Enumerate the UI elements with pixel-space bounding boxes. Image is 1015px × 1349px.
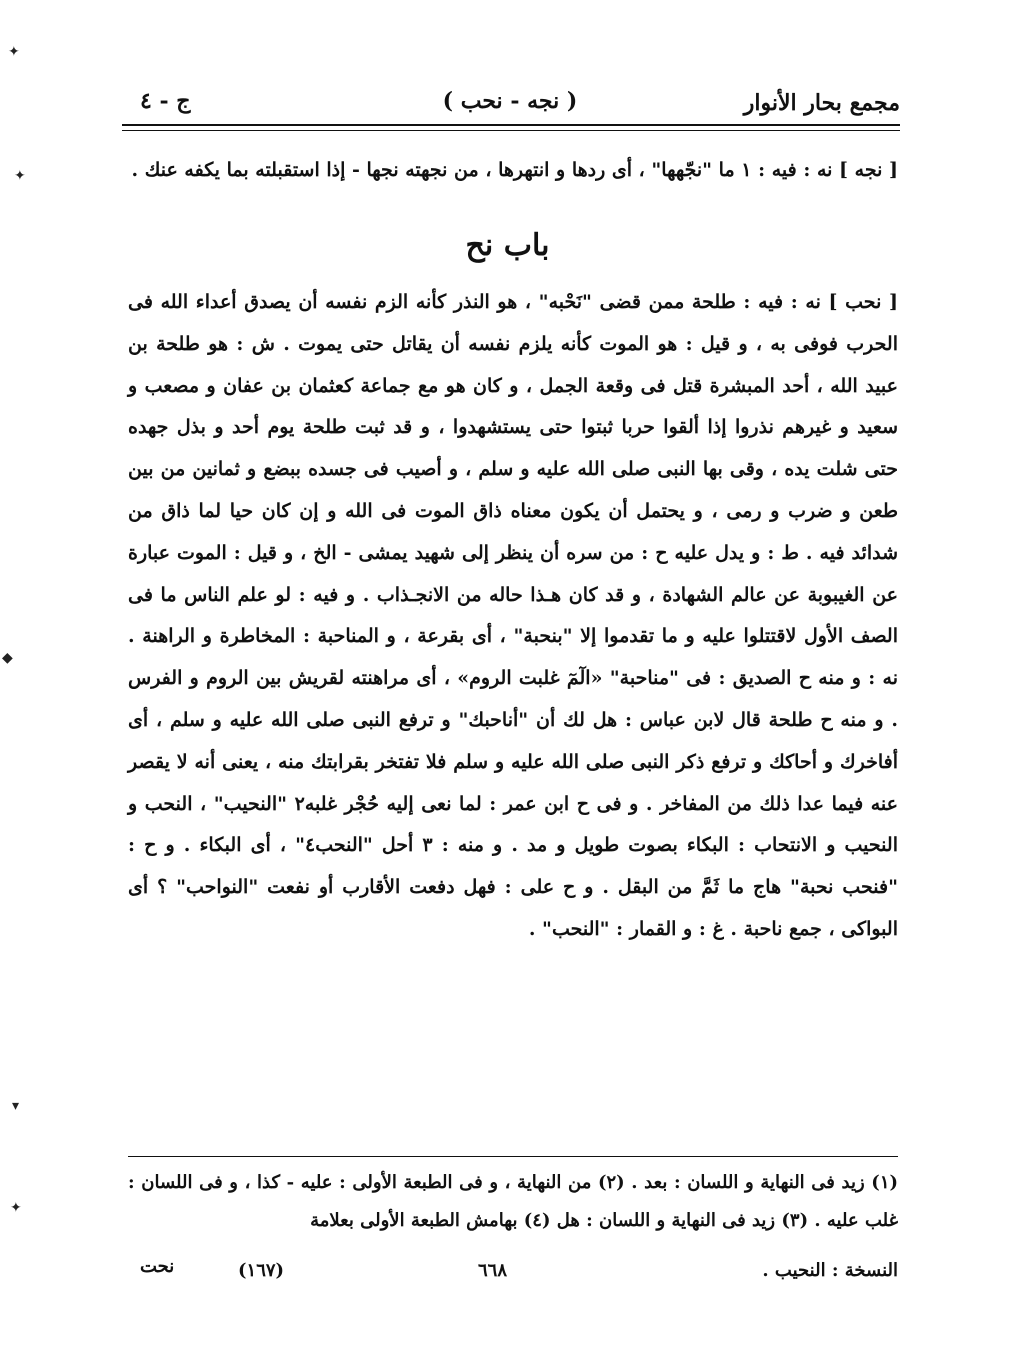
footnotes bbox=[128, 1164, 898, 1240]
scan-mark-icon: ✦ bbox=[8, 44, 20, 60]
intro-paragraph: [ نجه ] نه : فيه : ١ ما "نجّهها" ، أى ردها و انتهرها ، من نجهته نجها - إذا استقبلته بما يكفه عنك . bbox=[131, 159, 898, 181]
signature-word: نحت bbox=[140, 1256, 175, 1277]
page-footer bbox=[128, 1256, 898, 1296]
scan-mark-icon: ✦ bbox=[14, 168, 26, 184]
book-title: مجمع بحار الأنوار bbox=[743, 90, 900, 116]
chapter-title: باب نح bbox=[465, 228, 550, 263]
running-header bbox=[120, 80, 900, 124]
footnote-text: (١) زيد فى النهاية و اللسان : بعد . (٢) من النهاية ، و فى الطبعة الأولى : عليه - كذا ، و فى اللسان : غلب عليه . (٣) زيد فى النهاية و اللسان : هل (٤) بهامش الطبعة الأولى بعلامة bbox=[128, 1172, 899, 1231]
main-entry bbox=[128, 282, 898, 951]
footnote-rule bbox=[128, 1156, 898, 1157]
scan-mark-icon: ✦ bbox=[10, 1200, 22, 1216]
section-heading: ( نجه - نحب ) bbox=[442, 88, 578, 114]
scan-mark-icon: ◆ bbox=[2, 650, 13, 666]
header-rule bbox=[122, 124, 900, 126]
scan-mark-icon: ▾ bbox=[12, 1098, 20, 1114]
main-paragraph: [ نحب ] نه : فيه : طلحة ممن قضى "نَحْبه" ، هو النذر كأنه الزم نفسه أن يصدق أعداء الله فى الحرب فوفى به ، و قيل : هو الموت كأنه يلزم نفسه أن يقاتل حتى يموت . ش : هو طلحة بن عبيد الله ، أحد المبشرة قتل فى وقعة الجمل ، و كان هو مع جماعة كعثمان بن عفان و مصعب و سعيد و غيرهم نذروا إذا ألقوا حربا ثبتوا حتى يستشهدوا ، و قد ثبت طلحة يوم أحد و بذل جهده حتى شلت يده ، وقى بها النبى صلى الله عليه و سلم ، و أصيب فى جسده ببضع و ثمانين من بين طعن و ضرب و رمى ، و يحتمل أن يكون معناه ذاق الموت فى الله و إن كان حيا لما ذاق من شدائد فيه . ط : و يدل عليه ح : من سره أن ينظر إلى شهيد يمشى - الخ ، و قيل : الموت عبارة عن الغيبوبة عن عالم الشهادة ، و قد كان هـذا حاله من الانجـذاب . و فيه : لو علم الناس ما فى الصف الأول لاقتتلوا عليه و ما تقدموا إلا "بنحبة" ، أى بقرعة ، و المناحبة : المخاطرة و الراهنة . نه : و منه ح الصديق : فى "مناحبة" «الٓمٓ غلبت الروم» ، أى مراهنته لقريش بين الروم و الفرس . و منه ح طلحة قال لابن عباس : هل لك أن "أناحبك" و ترفع النبى صلى الله عليه و سلم ، أى أفاخرك و أحاكك و ترفع ذكر النبى صلى الله عليه و سلم فلا تفتخر بقرابتك منه ، يعنى أنه لا يقصر عنه فيما عدا ذلك من المفاخر . و فى ح ابن عمر : لما نعى إليه حُجْر غلبه٢ "النحيب" ، النحب و النحيب و الانتحاب : البكاء بصوت طويل و مد . و منه : ٣ أحل "النحب٤" ، أى البكاء . و ح : "فنحب نحبة" هاج ما ثَمَّ من البقل . و ح على : فهل دفعت الأقارب أو نفعت "النواحب" ؟ أى البواكى ، جمع ناحبة . غ : و القمار : "النحب" . bbox=[128, 291, 898, 940]
header-rule-thin bbox=[122, 130, 900, 131]
footer-continuation: النسخة : النحيب . bbox=[762, 1260, 898, 1281]
page-number: ٦٦٨ bbox=[478, 1260, 508, 1281]
intro-entry bbox=[128, 148, 898, 193]
volume-label: ج - ٤ bbox=[140, 88, 191, 114]
original-page-number: (١٦٧) bbox=[238, 1260, 285, 1281]
